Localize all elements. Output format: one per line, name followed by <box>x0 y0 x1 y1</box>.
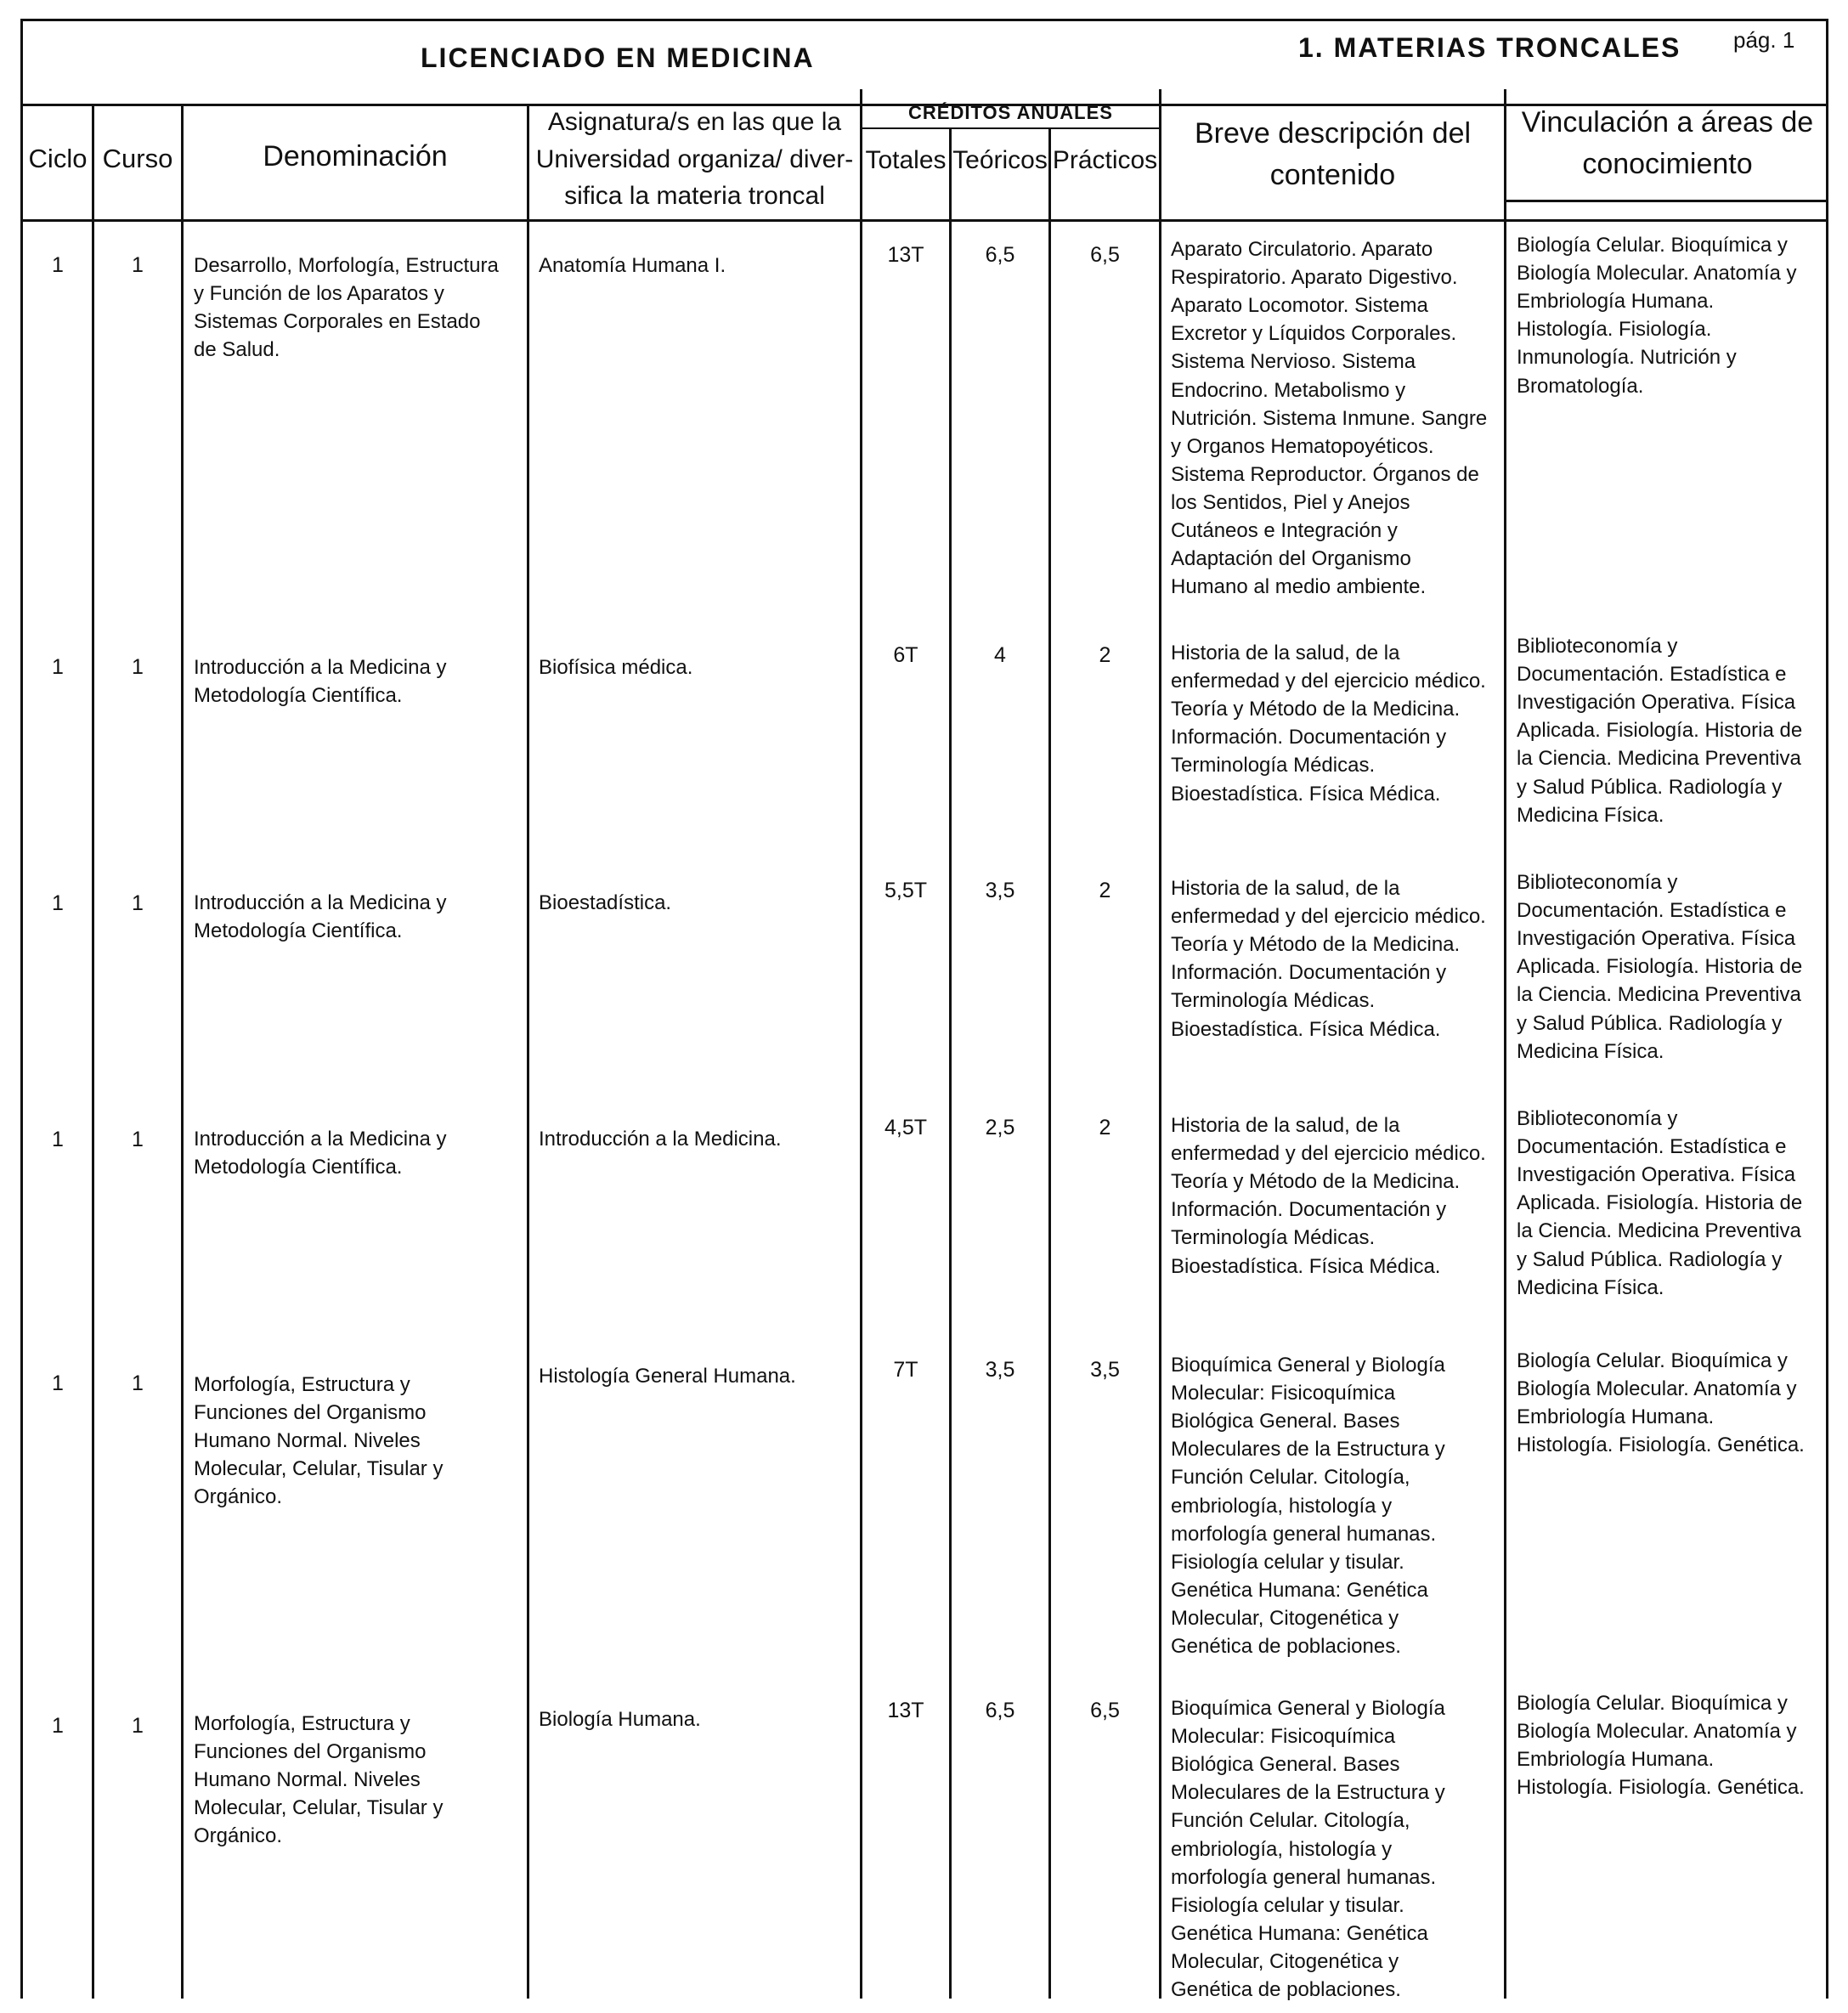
cell-practicos: 6,5 <box>1090 1699 1120 1722</box>
cell-asignatura: Bioestadística. <box>539 891 672 914</box>
creditos-separator <box>860 127 1159 129</box>
cell-curso: 1 <box>132 891 144 915</box>
header-teoricos: Teóricos <box>952 146 1048 174</box>
cell-ciclo: 1 <box>52 1128 64 1151</box>
cell-descripcion: Bioquímica General y Biología Molecular: Fisicoquímica Biológica General. Bases Moleculares de la Estructura y Función Celular. Citología, embriología, histología y morfología general humanas. Fisiología celular y tisular. Genética Humana: Genética Molecular, Citogenética y Genética de poblaciones. <box>1171 1354 1445 1659</box>
cell-descripcion: Historia de la salud, de la enfermedad y del ejercicio médico. Teoría y Método de la Medicina. Información. Documentación y Terminología Médicas. Bioestadística. Física Médica. <box>1171 642 1486 806</box>
cell-totales: 13T <box>887 243 924 267</box>
cell-asignatura: Biofísica médica. <box>539 656 693 679</box>
header-descripcion: Breve descripción del contenido <box>1194 117 1472 192</box>
cell-ciclo: 1 <box>52 655 64 679</box>
page-number: pág. 1 <box>1733 27 1795 53</box>
cell-curso: 1 <box>132 655 144 679</box>
cell-vinculacion: Biología Celular. Bioquímica y Biología Molecular. Anatomía y Embriología Humana. Histología. Fisiología. Genética. <box>1517 1692 1805 1800</box>
cell-curso: 1 <box>132 1371 144 1395</box>
cell-asignatura: Biología Humana. <box>539 1708 701 1731</box>
cell-ciclo: 1 <box>52 1714 64 1738</box>
cell-denominacion: Morfología, Estructura y Funciones del Organismo Humano Normal. Niveles Molecular, Celular, Tisular y Orgánico. <box>194 1373 444 1509</box>
cell-practicos: 3,5 <box>1090 1358 1120 1382</box>
cell-descripcion: Historia de la salud, de la enfermedad y del ejercicio médico. Teoría y Método de la Medicina. Información. Documentación y Terminología Médicas. Bioestadística. Física Médica. <box>1171 1114 1486 1278</box>
cell-ciclo: 1 <box>52 1371 64 1395</box>
cell-teoricos: 4 <box>994 643 1006 667</box>
header-bottom <box>20 219 1828 222</box>
cell-totales: 4,5T <box>884 1116 928 1139</box>
header-asignaturas: Asignatura/s en las que la Universidad organiza/ diver- sifica la materia troncal <box>535 108 854 210</box>
cell-denominacion: Introducción a la Medicina y Metodología Científica. <box>194 656 447 708</box>
cell-curso: 1 <box>132 1714 144 1738</box>
header-curso: Curso <box>102 144 173 173</box>
cell-practicos: 6,5 <box>1090 243 1120 267</box>
cell-denominacion: Introducción a la Medicina y Metodología Científica. <box>194 891 447 943</box>
cell-curso: 1 <box>132 253 144 277</box>
cell-teoricos: 6,5 <box>985 1699 1015 1722</box>
header-vinculacion: Vinculación a áreas de conocimiento <box>1521 106 1814 181</box>
header-denominacion: Denominación <box>263 140 448 172</box>
header-bottom-right <box>1504 200 1828 202</box>
cell-vinculacion: Biblioteconomía y Documentación. Estadística e Investigación Operativa. Física Aplicada. Fisiología. Historia de la Ciencia. Medicina Preventiva y Salud Pública. Radiología y Medicina Física. <box>1517 1107 1803 1299</box>
cell-denominacion: Introducción a la Medicina y Metodología Científica. <box>194 1128 447 1179</box>
cell-practicos: 2 <box>1099 643 1111 667</box>
cell-vinculacion: Biología Celular. Bioquímica y Biología Molecular. Anatomía y Embriología Humana. Histología. Fisiología. Inmunología. Nutrición y Bromatología. <box>1517 234 1797 398</box>
cell-vinculacion: Biología Celular. Bioquímica y Biología Molecular. Anatomía y Embriología Humana. Histología. Fisiología. Genética. <box>1517 1349 1805 1457</box>
cell-vinculacion: Biblioteconomía y Documentación. Estadística e Investigación Operativa. Física Aplicada. Fisiología. Historia de la Ciencia. Medicina Preventiva y Salud Pública. Radiología y Medicina Física. <box>1517 871 1803 1063</box>
cell-teoricos: 3,5 <box>985 1358 1015 1382</box>
cell-totales: 6T <box>893 643 918 667</box>
cell-totales: 7T <box>893 1358 918 1382</box>
cell-teoricos: 6,5 <box>985 243 1015 267</box>
col-divider-descripcion <box>1504 89 1506 1999</box>
header-creditos-anuales: CRÉDITOS ANUALES <box>908 102 1113 123</box>
cell-descripcion: Bioquímica General y Biología Molecular: Fisicoquímica Biológica General. Bases Moleculares de la Estructura y Función Celular. Citología, embriología, histología y morfología general humanas. Fisiología celular y tisular. Genética Humana: Genética Molecular, Citogenética y Genética de poblaciones. <box>1171 1697 1445 2002</box>
document-title: LICENCIADO EN MEDICINA <box>421 42 815 73</box>
cell-totales: 13T <box>887 1699 924 1722</box>
cell-denominacion: Morfología, Estructura y Funciones del Organismo Humano Normal. Niveles Molecular, Celular, Tisular y Orgánico. <box>194 1712 444 1848</box>
cell-asignatura: Introducción a la Medicina. <box>539 1128 782 1151</box>
cell-practicos: 2 <box>1099 1116 1111 1139</box>
header-practicos: Prácticos <box>1052 146 1158 174</box>
cell-asignatura: Histología General Humana. <box>539 1365 796 1388</box>
cell-descripcion: Aparato Circulatorio. Aparato Respiratorio. Aparato Digestivo. Aparato Locomotor. Sistema Excretor y Líquidos Corporales. Sistema Nervioso. Sistema Endocrino. Metabolismo y Nutrición. Sistema Inmune. Sangre y Organos Hematopoyéticos. Sistema Reproductor. Órganos de los Sentidos, Piel y Anejos Cutáneos e Integración y Adaptación del Organismo Humano al medio ambiente. <box>1171 238 1488 599</box>
col-divider-denominacion <box>527 104 529 1999</box>
cell-totales: 5,5T <box>884 879 928 902</box>
col-divider-curso <box>181 104 184 1999</box>
cell-teoricos: 2,5 <box>985 1116 1015 1139</box>
header-ciclo: Ciclo <box>28 144 88 173</box>
cell-descripcion: Historia de la salud, de la enfermedad y del ejercicio médico. Teoría y Método de la Medicina. Información. Documentación y Terminología Médicas. Bioestadística. Física Médica. <box>1171 877 1486 1041</box>
cell-vinculacion: Biblioteconomía y Documentación. Estadística e Investigación Operativa. Física Aplicada. Fisiología. Historia de la Ciencia. Medicina Preventiva y Salud Pública. Radiología y Medicina Física. <box>1517 635 1803 827</box>
cell-curso: 1 <box>132 1128 144 1151</box>
cell-denominacion: Desarrollo, Morfología, Estructura y Función de los Aparatos y Sistemas Corporales en Estado de Salud. <box>194 254 499 362</box>
cell-teoricos: 3,5 <box>985 879 1015 902</box>
col-divider-practicos <box>1159 89 1161 1999</box>
cell-ciclo: 1 <box>52 891 64 915</box>
section-title: 1. MATERIAS TRONCALES <box>1298 32 1681 63</box>
cell-asignatura: Anatomía Humana I. <box>539 254 726 277</box>
cell-practicos: 2 <box>1099 879 1111 902</box>
header-totales: Totales <box>865 146 947 174</box>
cell-ciclo: 1 <box>52 253 64 277</box>
